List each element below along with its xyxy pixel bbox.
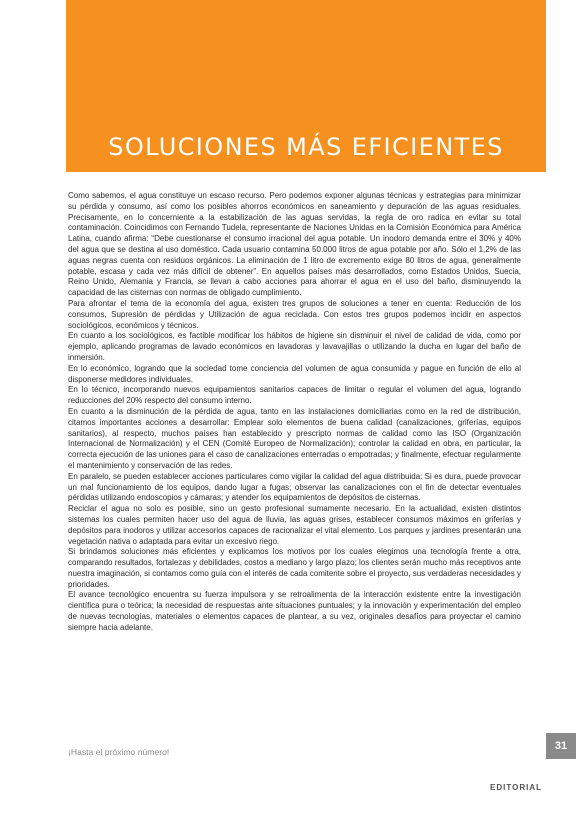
paragraph: Si brindamos soluciones más eficientes y explicamos los motivos por los cuales elegimos una tecnología frente a otra, comparando resultados, fortalezas y debilidades, costos a mediano y largo plazo; los clientes serán mucho más receptivos ante nuestra imaginación, si contamos como guía con el interés de cada comitente sobre el proyecto, sus verdaderas necesidades y prioridades. bbox=[68, 547, 521, 589]
paragraph: Reciclar el agua no solo es posible, sino un gesto profesional sumamente necesario. En la actualidad, existen distintos sistemas los cuales permiten hacer uso del agua de lluvia, las aguas grises, establecer consumos máximos en griferías y depósitos para inodoros y utilizar accesorios capaces de racionalizar el vital elemento. Los parques y jardines presentarán una vegetación nativa o adaptada para evitar un excesivo riego. bbox=[68, 504, 521, 546]
paragraph: En lo técnico, incorporando nuevos equipamientos sanitarios capaces de limitar o regular el volumen del agua, logrando reducciones del 20% respecto del consumo interno. bbox=[68, 385, 521, 406]
page-title: SOLUCIONES MÁS EFICIENTES bbox=[108, 133, 504, 161]
paragraph: En lo económico, logrando que la sociedad tome conciencia del volumen de agua consumida y pague en función de ello al disponerse medidores individuales. bbox=[68, 363, 521, 384]
paragraph: En cuanto a los sociológicos, es factible modificar los hábitos de higiene sin disminuir el nivel de calidad de vida, como por ejemplo, aplicando programas de lavado económicos en lavadoras y lavavajillas o utilizando la ducha en lugar del baño de inmersión. bbox=[68, 331, 521, 362]
page-number: 31 bbox=[546, 733, 576, 759]
paragraph: En cuanto a la disminución de la pérdida de agua, tanto en las instalaciones domiciliarias como en la red de distribución, citamos importantes acciones a desarrollar: Emplear solo elementos de buena calidad (canalizaciones, griferías, equipos sanitarios), al respecto, muchos países han establecido y prescripto normas de calidad como las ISO (Organización Internacional de Normalización) y el CEN (Comité Europeo de Normalización); controlar la calidad en obra, en particular, la correcta ejecución de las uniones para el caso de canalizaciones enterradas o empotradas; y finalmente, efectuar regularmente el mantenimiento y conservación de las redes. bbox=[68, 406, 521, 470]
title-banner bbox=[66, 0, 546, 172]
paragraph: El avance tecnológico encuentra su fuerza impulsora y se retroalimenta de la interacción existente entre la investigación científica pura o teórica; la necesidad de respuestas ante situaciones puntuales; y la innovación y experimentación del empleo de nuevas tecnologías, materiales o elementos capaces de plantear, a su vez, originales desafíos para proyectar el camino siempre hacia adelante. bbox=[68, 590, 521, 632]
paragraph: Para afrontar el tema de la economía del agua, existen tres grupos de soluciones a tener en cuenta: Reducción de los consumos, Supresión de pérdidas y Utilización de agua reciclada. Con estos tres grupos podemos incidir en aspectos sociológicos, económicos y técnicos. bbox=[68, 298, 521, 330]
article-body bbox=[68, 191, 521, 634]
paragraph: Como sabemos, el agua constituye un escaso recurso. Pero podemos exponer algunas técnicas y estrategias para minimizar su pérdida y consumo, así como los posibles ahorros económicos en saneamiento y depuración de las aguas residuales. Precisamente, en lo concerniente a la estabilización de las aguas servidas, la regla de oro radica en evitar su total contaminación. Coincidimos con Fernando Tudela, representante de Naciones Unidas en la Comisión Económica para América Latina, cuando afirma: “Debe cuestionarse el consumo irracional del agua potable. Un inodoro demanda entre el 30% y 40% del agua que se destina al uso doméstico. Cada usuario contamina 50.000 litros de agua potable por año. Sólo el 1,2% de las aguas negras cuenta con residuos orgánicos. La eliminación de 1 litro de excremento exige 80 litros de agua, generalmente potable, escasa y cada vez más difícil de obtener”. En aquellos países más desarrollados, como Estados Unidos, Suecia, Reino Unido, Alemania y Francia, se llevan a cabo acciones para ahorrar el agua en el uso del baño, disminuyendo la capacidad de las cisternas con normas de obligado cumplimiento. bbox=[68, 191, 521, 298]
paragraph: En paralelo, se pueden establecer acciones particulares como vigilar la calidad del agua distribuida: Si es dura, puede provocar un mal funcionamiento de los equipos, dando lugar a fugas; observar las canalizaciones con el fin de detectar eventuales pérdidas utilizando endoscopios y cámaras; y atender los equipamientos de depósitos de cisternas. bbox=[68, 471, 521, 503]
closing-line: ¡Hasta el próximo número! bbox=[68, 747, 170, 757]
section-label: EDITORIAL bbox=[490, 783, 542, 792]
